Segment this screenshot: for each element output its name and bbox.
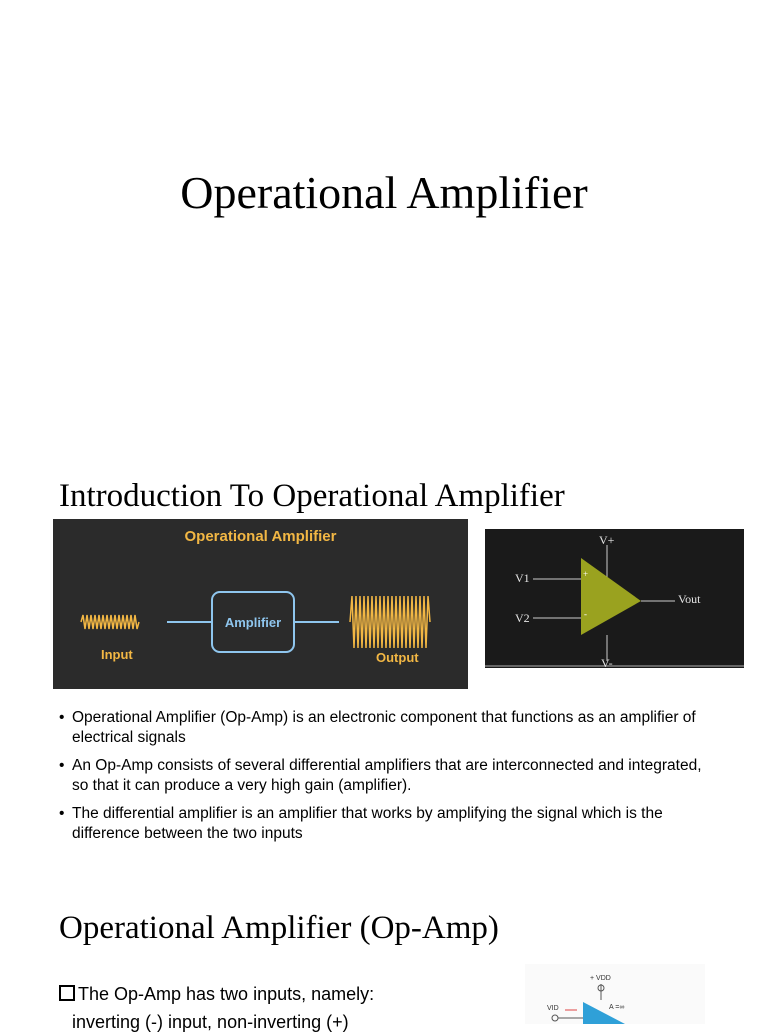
intro-heading: Introduction To Operational Amplifier bbox=[59, 478, 565, 514]
minus-sign: - bbox=[584, 609, 587, 619]
v1-label: V1 bbox=[515, 571, 530, 585]
block-diagram bbox=[53, 519, 468, 689]
gain-label: A =∞ bbox=[609, 1004, 625, 1011]
plus-sign: + bbox=[583, 569, 589, 579]
vdd-label: + VDD bbox=[590, 975, 611, 982]
first-point bbox=[59, 984, 374, 1005]
opamp-mini-diagram bbox=[525, 964, 705, 1024]
checkbox-bullet-icon bbox=[59, 985, 75, 1001]
opamp-triangle bbox=[581, 558, 641, 635]
v-minus-label: V- bbox=[601, 656, 613, 668]
slide-title: Operational Amplifier bbox=[180, 167, 588, 218]
input-label: Input bbox=[101, 647, 133, 662]
block-diagram-title: Operational Amplifier bbox=[184, 528, 337, 545]
first-point-text: The Op-Amp has two inputs, namely: bbox=[78, 984, 375, 1004]
input-wave bbox=[81, 615, 139, 629]
amplifier-label: Amplifier bbox=[224, 614, 282, 630]
v2-label: V2 bbox=[515, 611, 530, 625]
opamp-symbol-diagram bbox=[485, 529, 744, 668]
opamp-heading: Operational Amplifier (Op-Amp) bbox=[59, 910, 499, 946]
mini-diagram-lines bbox=[525, 964, 705, 1024]
bullet-item: • The differential amplifier is an amplifier that works by amplifying the signal which is the difference between the two inputs bbox=[59, 804, 709, 844]
bullet-item: • Operational Amplifier (Op-Amp) is an electronic component that functions as an amplifier of electrical signals bbox=[59, 708, 709, 748]
v-plus-label: V+ bbox=[599, 533, 615, 547]
amplifier-box bbox=[211, 591, 295, 653]
vout-label: Vout bbox=[678, 592, 701, 606]
output-label: Output bbox=[376, 650, 419, 665]
output-wave bbox=[350, 596, 430, 648]
first-point-continuation: inverting (-) input, non-inverting (+) bbox=[72, 1012, 349, 1032]
bullet-item: • An Op-Amp consists of several differential amplifiers that are interconnected and integrated, so that it can produce a very high gain (amplifier). bbox=[59, 756, 709, 796]
vid-label: VID bbox=[547, 1005, 559, 1012]
opamp-symbol-lines bbox=[485, 529, 744, 668]
intro-bullet-list bbox=[59, 708, 709, 852]
